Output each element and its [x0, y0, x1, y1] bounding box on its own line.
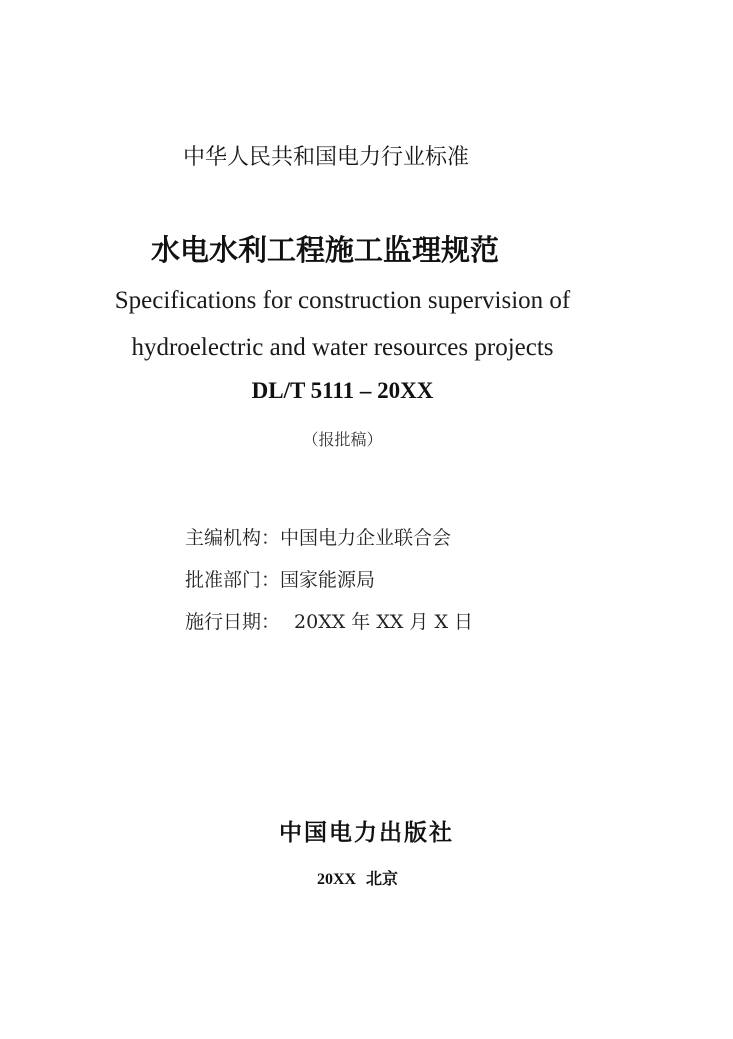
organizer-label: 主编机构：: [185, 527, 281, 549]
draft-status-note: （报批稿）: [302, 430, 383, 449]
publication-city: 北京: [366, 869, 399, 888]
organizer-row: [185, 523, 451, 550]
standard-code: DL/T 5111 – 20XX: [251, 378, 434, 403]
effective-date-label: 施行日期：: [185, 611, 281, 633]
organizer-value: 中国电力企业联合会: [280, 527, 452, 549]
approver-row: [185, 565, 375, 592]
standard-classification: 中华人民共和国电力行业标准: [183, 145, 470, 170]
approver-label: 批准部门：: [185, 569, 281, 591]
publication-year: 20XX: [316, 871, 357, 888]
effective-date-value: 20XX 年 XX 月 X 日: [294, 611, 474, 633]
document-title-english-line-1: Specifications for construction supervision of: [114, 287, 571, 314]
effective-date-row: [185, 607, 473, 634]
publication-year-place: [0, 866, 715, 889]
document-title-english-line-2: hydroelectric and water resources projects: [131, 334, 554, 361]
publisher-name: 中国电力出版社: [279, 820, 454, 846]
document-title-chinese: 水电水利工程施工监理规范: [151, 233, 500, 267]
approver-value: 国家能源局: [280, 569, 376, 591]
